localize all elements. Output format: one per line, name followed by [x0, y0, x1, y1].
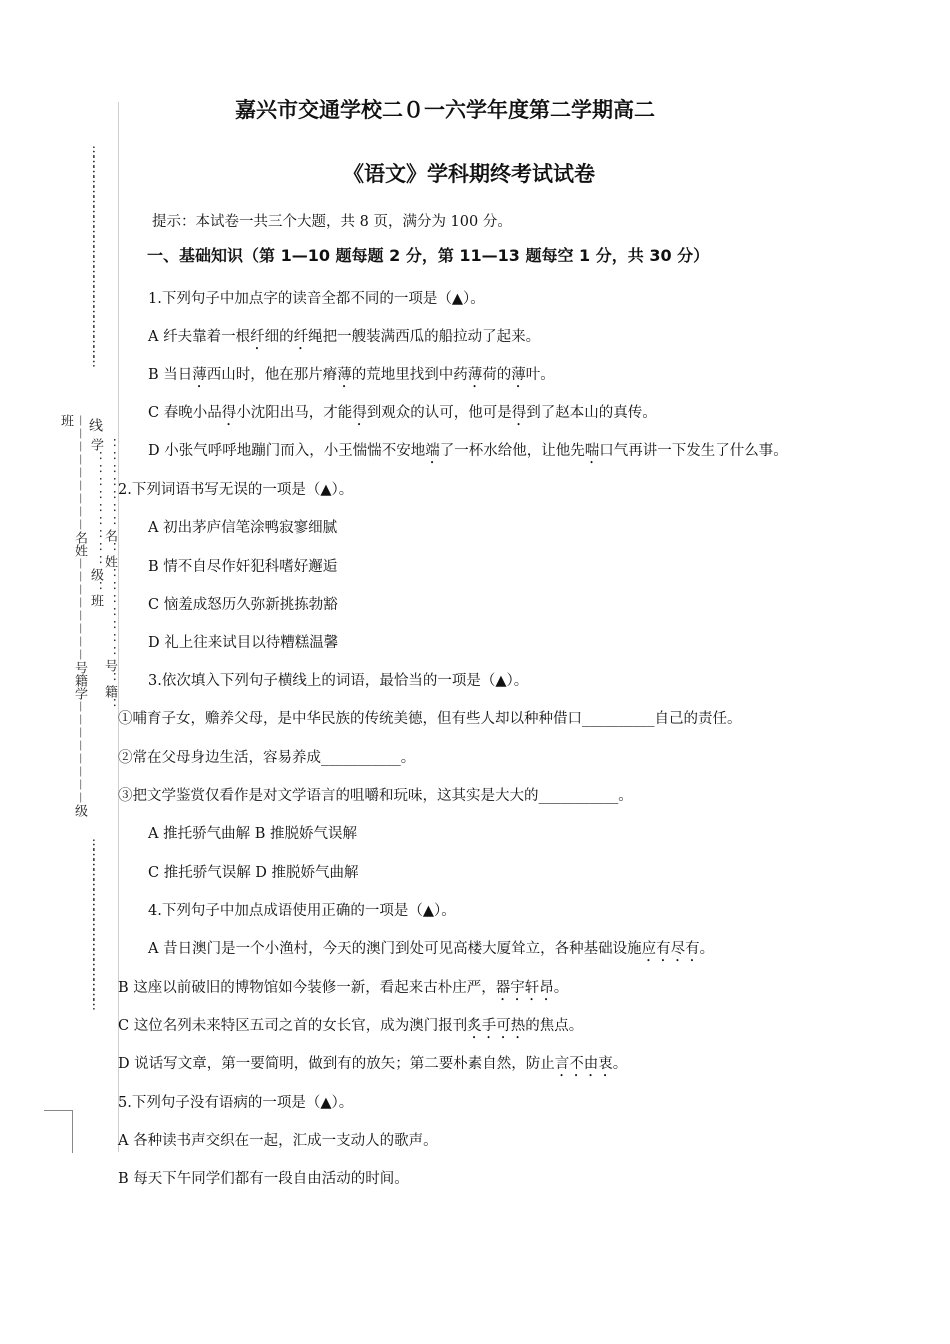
exam-title-line2: 《语文》学科期终考试试卷	[343, 162, 595, 186]
exam-title-line1: 嘉兴市交通学校二０一六学年度第二学期高二	[235, 98, 655, 122]
q2-option-a: A 初出茅庐信笔涂鸭寂寥细腻	[148, 520, 338, 536]
q3-options-cd: C 推托骄气误解 D 推脱娇气曲解	[148, 865, 359, 881]
q1-option-d: D 小张气呼呼地蹦门而入，小王惴惴不安地端了一杯水给他，让他先喘口气再讲一下发生了什么事。	[148, 443, 788, 459]
q2-option-d: D 礼上往来试目以待糟糕温馨	[148, 635, 339, 651]
q4-stem: 4.下列句子中加点成语使用正确的一项是（▲）。	[148, 903, 456, 919]
exam-hint: 提示：本试卷一共三个大题，共 8 页，满分为 100 分。	[152, 214, 512, 230]
q1-option-b: B 当日薄西山时，他在那片瘠薄的荒地里找到中药薄荷的薄叶。	[148, 367, 555, 383]
binding-mid-column: ：：：：：：：名：姓：：：：：：：号：籍：学：：：：：：：：：级：班	[88, 438, 117, 711]
q1-a-dot2: 纤	[293, 329, 309, 345]
q2-option-b: B 情不自尽作奸犯科嗜好邂逅	[148, 559, 338, 575]
q1-a-dot1: 纤	[250, 329, 265, 345]
q5-stem: 5.下列句子没有语病的一项是（▲）。	[118, 1095, 354, 1111]
q4-option-c: C 这位名列未来特区五司之首的女长官，成为澳门报刊炙手可热的焦点。	[118, 1018, 584, 1034]
binding-bracket	[44, 1110, 73, 1153]
q1-option-a: A 纤夫靠着一根纤细的纤绳把一艘装满西瓜的船拉动了起来。	[148, 329, 541, 345]
q3-sentence-1: ①哺育子女，赡养父母，是中华民族的传统美德，但有些人却以种种借口__________自己的责任。	[118, 711, 742, 727]
q2-stem: 2.下列词语书写无误的一项是（▲）。	[118, 482, 354, 498]
q5-option-a: A 各种读书声交织在一起，汇成一支动人的歌声。	[118, 1133, 438, 1149]
q4-option-a: A 昔日澳门是一个小渔村，今天的澳门到处可见高楼大厦耸立，各种基础设施应有尽有。	[148, 941, 715, 957]
q4-option-d: D 说话写文章，第一要简明，做到有的放矢；第二要朴素自然，防止言不由衷。	[118, 1056, 628, 1072]
q3-sentence-2: ②常在父母身边生活，容易养成___________。	[118, 750, 416, 766]
binding-dots-top: …………………………………………………………	[89, 145, 104, 365]
q5-option-b: B 每天下午同学们都有一段自由活动的时间。	[118, 1171, 409, 1187]
q1-option-c: C 春晚小品得小沈阳出马，才能得到观众的认可，他可是得到了赵本山的真传。	[148, 405, 657, 421]
section1-heading: 一、基础知识（第 1—10 题每题 2 分，第 11—13 题每空 1 分，共 30 分）	[147, 246, 710, 265]
q4-option-b: B 这座以前破旧的博物馆如今装修一新，看起来古朴庄严，器宇轩昂。	[118, 980, 569, 996]
q3-stem: 3.依次填入下列句子横线上的词语，最恰当的一项是（▲）。	[148, 673, 529, 689]
q3-options-ab: A 推托骄气曲解 B 推脱娇气误解	[148, 826, 357, 842]
binding-dots-bottom: ……………………………………………	[89, 838, 104, 1008]
binding-xian: 线	[87, 418, 103, 432]
q2-option-c: C 恼羞成怒历久弥新挑拣勃豁	[148, 597, 338, 613]
q3-sentence-3: ③把文学鉴赏仅看作是对文学语言的咀嚼和玩味，这其实是大大的___________。	[118, 788, 633, 804]
binding-left-column: －－－－－－－－－名姓－－－－－－－－号籍学－－－－－－－－级班	[58, 414, 87, 818]
q1-stem: 1.下列句子中加点字的读音全都不同的一项是（▲）。	[148, 291, 485, 307]
